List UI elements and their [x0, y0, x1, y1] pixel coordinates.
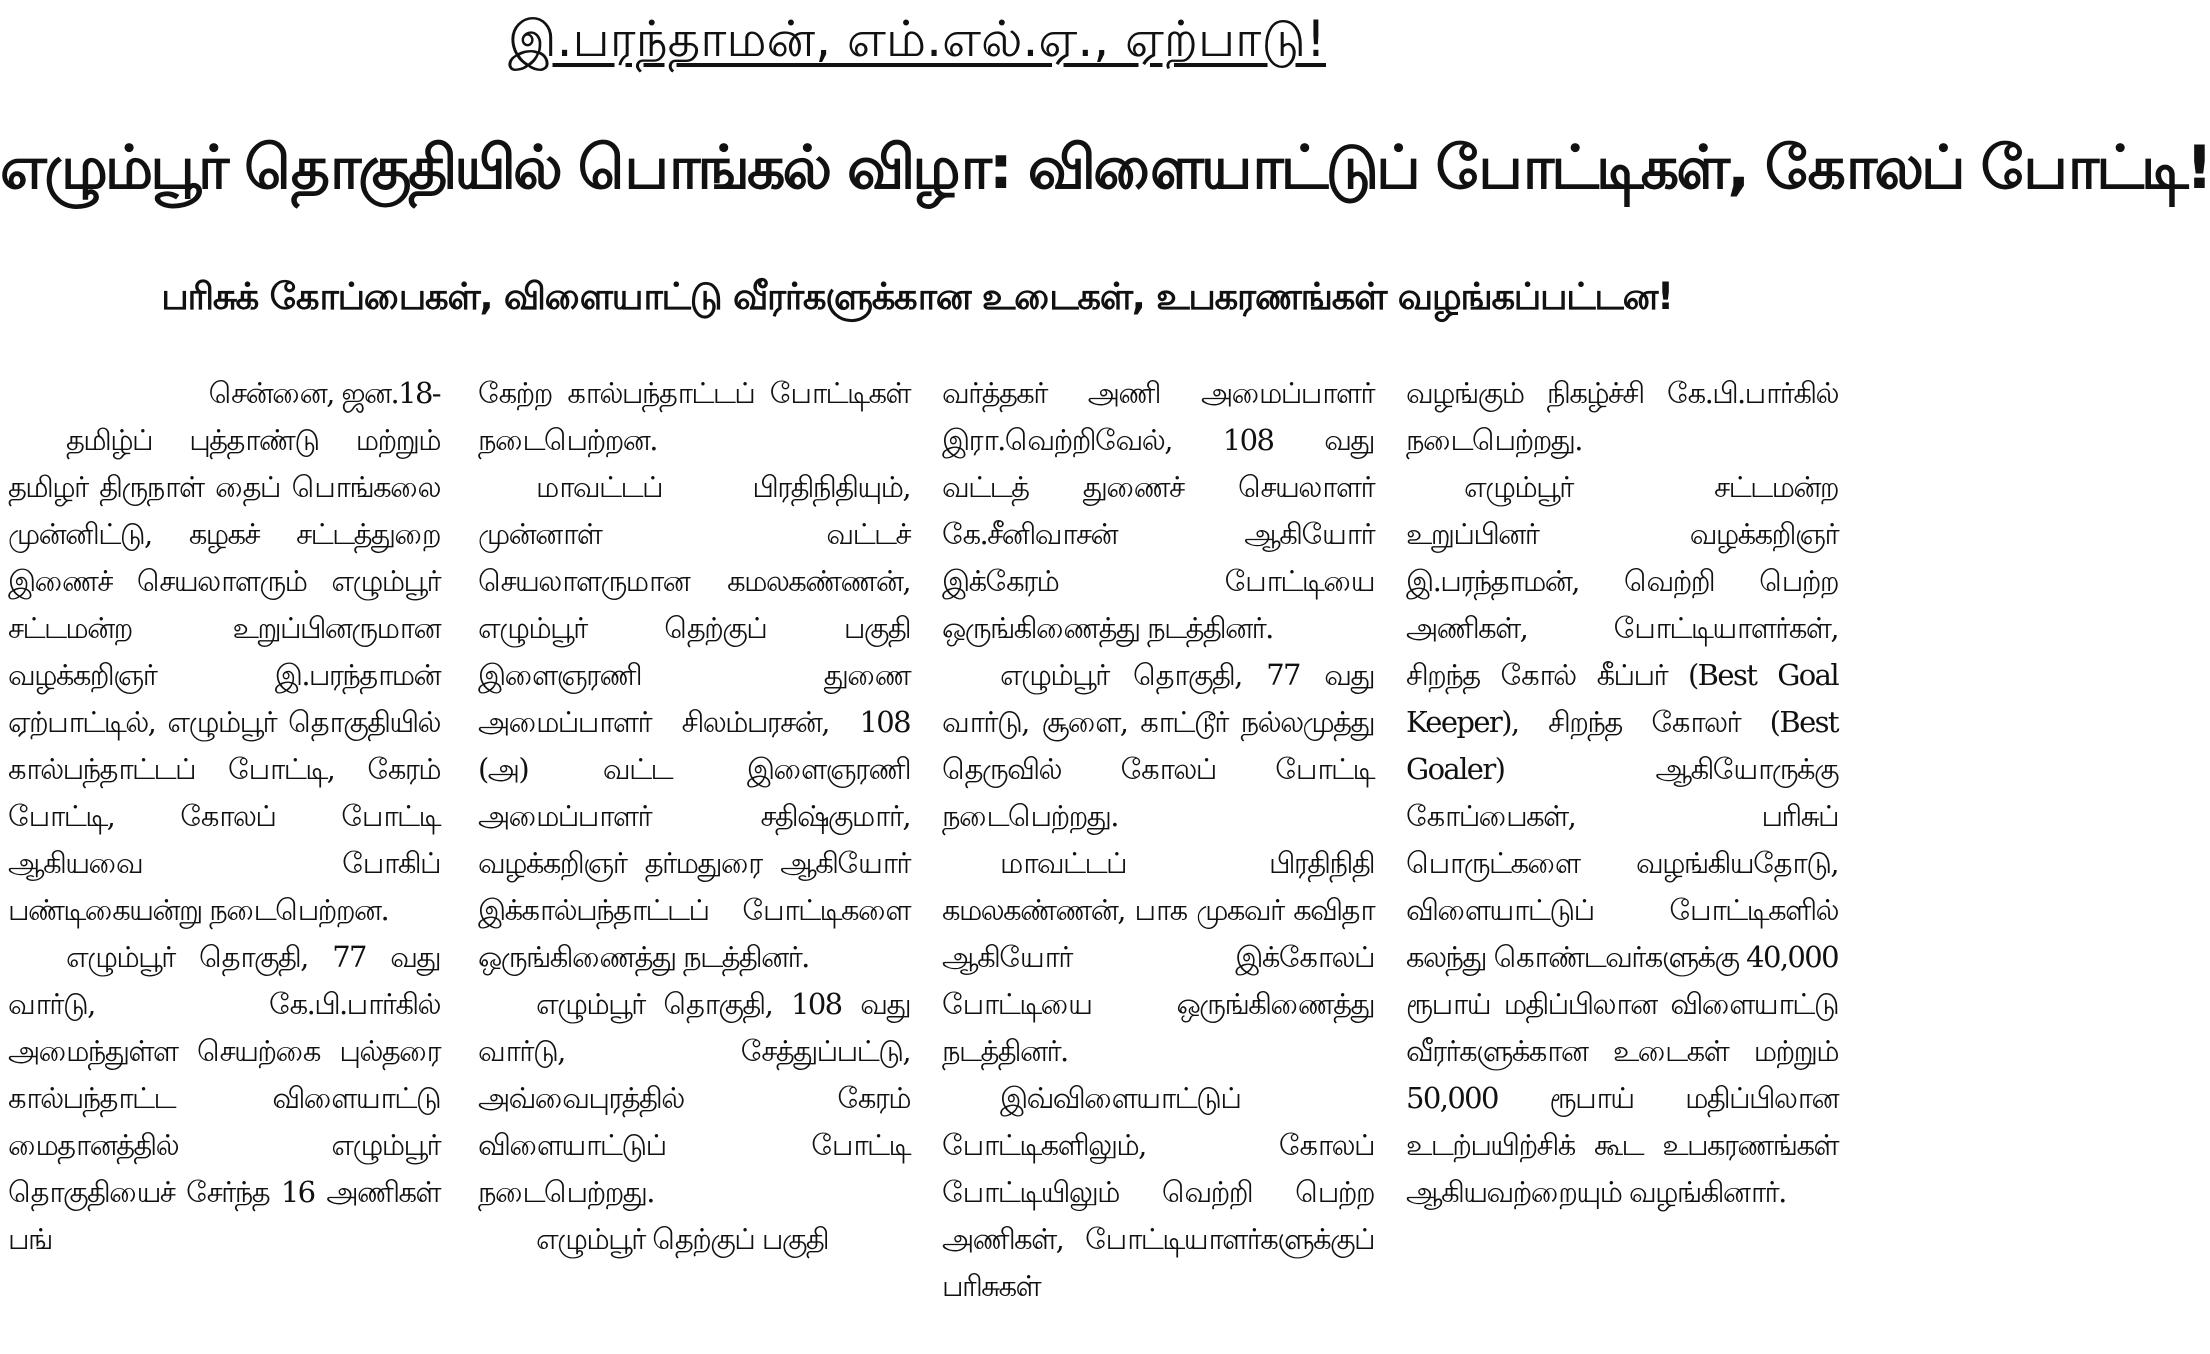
- article-kicker: [0, 8, 1834, 70]
- body-paragraph: எழும்பூர் தெற்குப் பகுதி: [536, 1222, 828, 1256]
- article-headline: எழும்பூர் தொகுதியில் பொங்கல் விழா: விளையாட்டுப் போட்டிகள், கோலப் போட்டி!: [0, 133, 2210, 203]
- body-paragraph: மாவட்டப் பிரதிநிதியும், முன்னாள் வட்டச் செயலாளருமான கமலகண்ணன், எழும்பூர் தெற்குப் பகுதி இளைஞரணி துணை அமைப்பாளர் சிலம்பரசன், 108 (அ) வட்ட இளைஞரணி அமைப்பாளர் சதிஷ்குமார், வழக்கறிஞர் தர்மதுரை ஆகியோர் இக்கால்பந்தாட்டப் போட்டிகளை ஒருங்கிணைத்து நடத்தினர்.: [478, 470, 910, 974]
- body-paragraph-continued: கேற்ற கால்பந்தாட்டப் போட்டிகள் நடைபெற்றன.: [478, 376, 910, 457]
- body-paragraph: எழும்பூர் தொகுதி, 77 வது வார்டு, கே.பி.பார்கில் அமைந்துள்ள செயற்கை புல்தரை கால்பந்தாட்ட விளையாட்டு மைதானத்தில் எழும்பூர் தொகுதியைச் சேர்ந்த 16 அணிகள் பங்: [8, 940, 440, 1256]
- article-column-2: [478, 370, 910, 1350]
- body-paragraph: எழும்பூர் தொகுதி, 108 வது வார்டு, சேத்துப்பட்டு, அவ்வைபுரத்தில் கேரம் விளையாட்டுப் போட்டி நடைபெற்றது.: [478, 987, 910, 1209]
- body-paragraph: தமிழ்ப் புத்தாண்டு மற்றும் தமிழர் திருநாள் தைப் பொங்கலை முன்னிட்டு, கழகச் சட்டத்துறை இணைச் செயலாளரும் எழும்பூர் சட்டமன்ற உறுப்பினருமான வழக்கறிஞர் இ.பரந்தாமன் ஏற்பாட்டில், எழும்பூர் தொகுதியில் கால்பந்தாட்டப் போட்டி, கேரம் போட்டி, கோலப் போட்டி ஆகியவை போகிப் பண்டிகையன்று நடைபெற்றன.: [8, 423, 440, 927]
- body-paragraph-continued: வர்த்தகர் அணி அமைப்பாளர் இரா.வெற்றிவேல், 108 வது வட்டத் துணைச் செயலாளர் கே.சீனிவாசன் ஆகியோர் இக்கேரம் போட்டியை ஒருங்கிணைத்து நடத்தினர்.: [942, 376, 1374, 645]
- dateline: சென்னை, ஜன.18-: [208, 376, 440, 410]
- article-column-3: [942, 370, 1374, 1350]
- body-paragraph: இவ்விளையாட்டுப் போட்டிகளிலும், கோலப் போட்டியிலும் வெற்றி பெற்ற அணிகள், போட்டியாளர்களுக்குப் பரிசுகள்: [942, 1081, 1374, 1303]
- dateline-paragraph: [8, 370, 440, 417]
- article-column-4: [1406, 370, 1838, 1350]
- body-paragraph: எழும்பூர் சட்டமன்ற உறுப்பினர் வழக்கறிஞர் இ.பரந்தாமன், வெற்றி பெற்ற அணிகள், போட்டியாளர்கள், சிறந்த கோல் கீப்பர் (Best Goal Keeper), சிறந்த கோலர் (Best Goaler) ஆகியோருக்கு கோப்பைகள், பரிசுப் பொருட்களை வழங்கியதோடு, விளையாட்டுப் போட்டிகளில் கலந்து கொண்டவர்களுக்கு 40,000 ரூபாய் மதிப்பிலான விளையாட்டு வீரர்களுக்கான உடைகள் மற்றும் 50,000 ரூபாய் மதிப்பிலான உடற்பயிற்சிக் கூட உபகரணங்கள் ஆகியவற்றையும் வழங்கினார்.: [1406, 470, 1838, 1209]
- article-column-1: [8, 370, 440, 1350]
- body-paragraph: மாவட்டப் பிரதிநிதி கமலகண்ணன், பாக முகவர் கவிதா ஆகியோர் இக்கோலப் போட்டியை ஒருங்கிணைத்து நடத்தினர்.: [942, 846, 1374, 1068]
- article-subheadline: பரிசுக் கோப்பைகள், விளையாட்டு வீரர்களுக்கான உடைகள், உபகரணங்கள் வழங்கப்பட்டன!: [161, 275, 1673, 318]
- body-paragraph-continued: வழங்கும் நிகழ்ச்சி கே.பி.பார்கில் நடைபெற்றது.: [1406, 376, 1838, 457]
- body-paragraph: எழும்பூர் தொகுதி, 77 வது வார்டு, சூளை, காட்டூர் நல்லமுத்து தெருவில் கோலப் போட்டி நடைபெற்றது.: [942, 658, 1374, 833]
- kicker-text: இ.பரந்தாமன், எம்.எல்.ஏ., ஏற்பாடு!: [508, 10, 1326, 68]
